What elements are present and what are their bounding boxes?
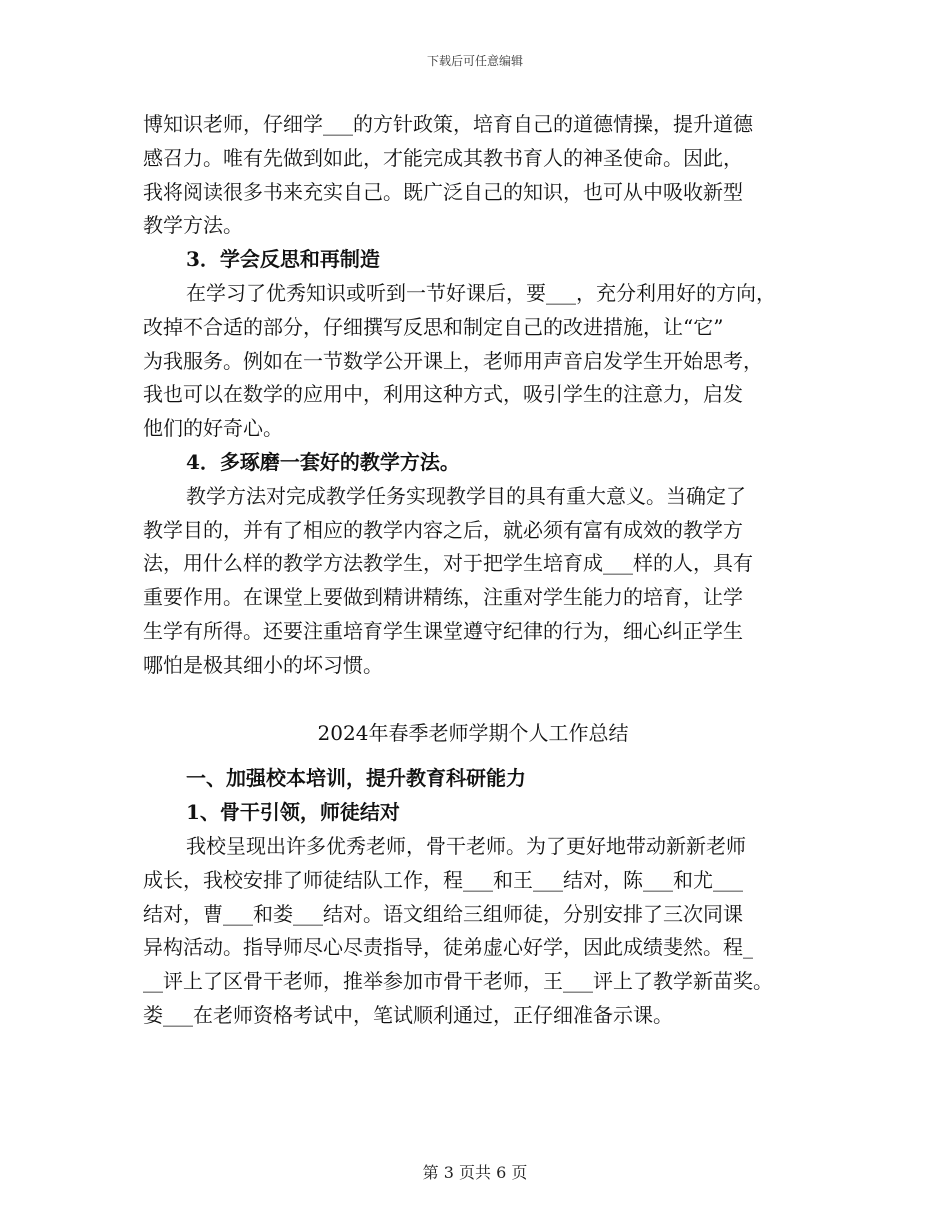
paragraph-line: 哪怕是极其细小的坏习惯。 [143, 652, 383, 677]
paragraph-line: 娄___在老师资格考试中，笔试顺利通过，正仔细准备示课。 [143, 1002, 673, 1027]
paragraph-line: 法，用什么样的教学方法教学生，对于把学生培育成___样的人，具有 [143, 551, 753, 576]
paragraph-line: 异构活动。指导师尽心尽责指导，徒弟虚心好学，因此成绩斐然。程_ [143, 935, 753, 960]
paragraph-line: 结对，曹___和娄___结对。语文组给三组师徒，分别安排了三次同课 [143, 901, 743, 926]
section-heading: 3．学会反思和再制造 [186, 247, 380, 272]
paragraph-line: 生学有所得。还要注重培育学生课堂遵守纪律的行为，细心纠正学生 [143, 618, 743, 643]
document-body [143, 108, 843, 1033]
paragraph-line: 为我服务。例如在一节数学公开课上，老师用声音启发学生开始思考， [143, 348, 763, 373]
paragraph-line: 博知识老师，仔细学___的方针政策，培育自己的道德情操，提升道德 [143, 112, 753, 136]
paragraph-line: 改掉不合适的部分，仔细撰写反思和制定自己的改进措施，让“它” [143, 314, 724, 339]
section-heading: 一、加强校本培训，提升教育科研能力 [186, 766, 526, 791]
paragraph-line: 教学方法。 [143, 213, 243, 238]
paragraph-line: 教学方法对完成教学任务实现教学目的具有重大意义。当确定了 [186, 483, 746, 508]
paragraph-line: 重要作用。在课堂上要做到精讲精练，注重对学生能力的培育，让学 [143, 585, 743, 610]
paragraph-line: 他们的好奇心。 [143, 416, 283, 441]
paragraph-line: 我校呈现出许多优秀老师，骨干老师。为了更好地带动新新老师 [186, 833, 746, 858]
page-header: 下载后可任意编辑 [426, 54, 523, 68]
document-title: 2024年春季老师学期个人工作总结 [317, 720, 629, 745]
paragraph-line: 我将阅读很多书来充实自己。既广泛自己的知识，也可从中吸收新型 [143, 179, 743, 204]
paragraph-line: 教学目的，并有了相应的教学内容之后，就必须有富有成效的教学方 [143, 517, 743, 542]
paragraph-line: __评上了区骨干老师，推举参加市骨干老师，王___评上了教学新苗奖。 [143, 969, 773, 994]
paragraph-line: 我也可以在数学的应用中，利用这种方式，吸引学生的注意力，启发 [143, 382, 743, 407]
paragraph-line: 成长，我校安排了师徒结队工作，程___和王___结对，陈___和尤___ [143, 867, 743, 892]
paragraph-line: 感召力。唯有先做到如此，才能完成其教书育人的神圣使命。因此， [143, 145, 743, 170]
section-heading: 4．多琢磨一套好的教学方法。 [186, 449, 460, 474]
paragraph-line: 在学习了优秀知识或听到一节好课后，要___，充分利用好的方向， [186, 280, 776, 305]
page-footer: 第 3 页共 6 页 [422, 1163, 528, 1182]
subsection-heading: 1、骨干引领，师徒结对 [186, 800, 400, 825]
